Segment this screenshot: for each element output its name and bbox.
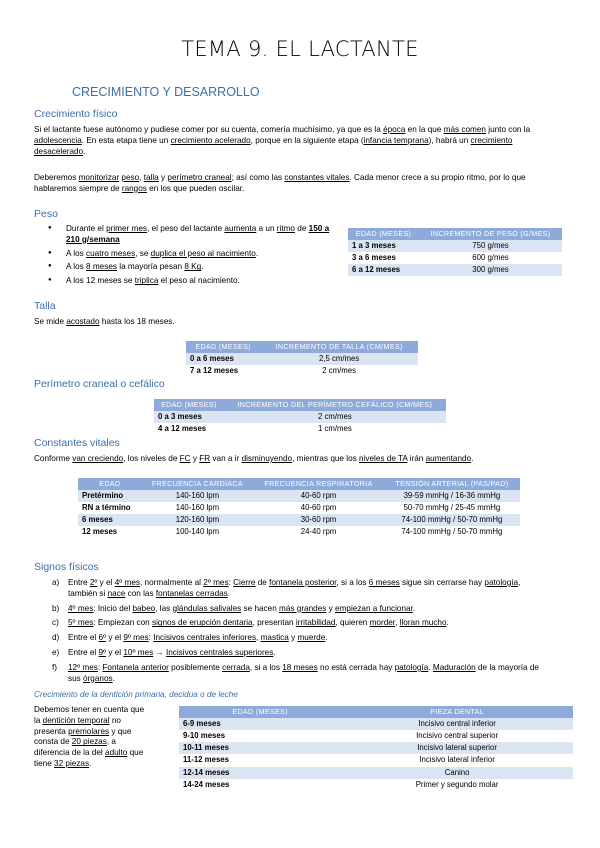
table-row: 9-10 meses Incisivo central superior (183, 730, 499, 740)
table-row: Pretérmino 140-160 lpm 40-60 rpm 39-59 mmHg / 16-36 mmHg (78, 490, 520, 502)
section-heading: CRECIMIENTO Y DESARROLLO (72, 85, 260, 99)
table-header: EDAD (MESES) (179, 706, 341, 718)
table-header: EDAD (MESES) (186, 341, 260, 353)
table-header: EDAD (MESES) (348, 228, 419, 240)
list-item: e) Entre el 9º y el 10º mes → Incisivos centrales superiores. (52, 648, 276, 658)
heading-signos: Signos físicos (34, 561, 99, 573)
table-row: 6 meses 120-160 lpm 30-60 rpm 74-100 mmHg / 50-70 mmHg (78, 514, 520, 526)
paragraph-monitorizar: Deberemos monitorizar peso, talla y perímetro craneal; así como las constantes vitales. Cada menor crece a su propio ritmo, por lo que hablaremos siempre de rangos en los que pueden oscilar. (34, 173, 526, 193)
table-header: INCREMENTO DE TALLA (CM/MES) (260, 341, 418, 353)
peso-list (44, 224, 344, 287)
heading-crecimiento-fisico: Crecimiento físico (34, 108, 118, 120)
table-row: 11-12 meses Incisivo lateral inferior (183, 755, 495, 765)
list-item: ● A los 12 meses se triplica el peso al nacimiento. (44, 276, 344, 287)
table-row: 10-11 meses Incisivo lateral superior (179, 742, 573, 754)
heading-peso: Peso (34, 208, 58, 220)
table-row: 6-9 meses Incisivo central inferior (179, 718, 573, 730)
list-item: c) 5º mes: Empiezan con signos de erupción dentaria, presentan irritabilidad, quieren morder, lloran mucho. (52, 618, 449, 628)
list-item: d) Entre el 6º y el 9º mes: Incisivos centrales inferiores, mastica y muerde. (52, 633, 328, 643)
paragraph-crecimiento: Si el lactante fuese autónomo y pudiese comer por su cuenta, comería muchísimo, ya que es la época en la que más comen junto con la adolescencia. En esta etapa tiene un crecimiento acelerado, porque en la siguiente etapa (infancia temprana), habrá un crecimiento desacelerado. (34, 125, 531, 156)
table-row: 3 a 6 meses 600 g/mes (352, 252, 509, 262)
table-header: INCREMENTO DE PESO (G/MES) (419, 228, 562, 240)
table-row: 4 a 12 meses 1 cm/mes (158, 423, 352, 433)
heading-denticion: Crecimiento de la dentición primaria, decidua o de leche (34, 690, 238, 699)
list-item: ● Durante el primer mes, el peso del lactante aumenta a un ritmo de 150 a 210 g/semana (44, 224, 344, 246)
table-header: PIEZA DENTAL (341, 706, 573, 718)
list-item: f) 12º mes: Fontanela anterior posiblemente cerrada, si a los 18 meses no está cerrada hay patología. Maduración de la mayoría de sus órganos. (52, 662, 539, 683)
perimetro-table (154, 399, 446, 435)
table-header: TENSIÓN ARTERIAL (PAS/PAD) (384, 478, 520, 490)
list-item: ● A los 8 meses la mayoría pesan 8 Kg. (44, 262, 344, 273)
table-header: EDAD (78, 478, 142, 490)
table-header: EDAD (MESES) (154, 399, 224, 411)
table-row: 1 a 3 meses 750 g/mes (348, 240, 562, 252)
denticion-table (179, 706, 573, 791)
heading-perimetro: Perímetro craneal o cefálico (34, 378, 165, 390)
list-item: a) Entre 2º y el 4º mes, normalmente al 2º mes: Cierre de fontanela posterior, si a los 6 meses sigue sin cerrarse hay patología, también si nace con las fontanelas cerradas. (52, 578, 521, 598)
heading-talla: Talla (34, 300, 56, 312)
constantes-table (78, 478, 520, 539)
talla-table (186, 341, 418, 377)
paragraph-constantes: Conforme van creciendo, los niveles de FC y FR van a ir disminuyendo, mientras que los niveles de TA irán aumentando. (34, 454, 474, 463)
table-header: INCREMENTO DEL PERÍMETRO CEFÁLICO (CM/MES) (224, 399, 446, 411)
peso-table (348, 228, 562, 276)
paragraph-talla: Se mide acostado hasta los 18 meses. (34, 317, 175, 326)
table-row: 0 a 3 meses 2 cm/mes (154, 411, 446, 423)
signos-list (48, 578, 548, 685)
page-title: TEMA 9. EL LACTANTE (181, 37, 419, 61)
table-row: 12 meses 100-140 lpm 24-40 rpm 74-100 mmHg / 50-70 mmHg (82, 527, 503, 537)
list-item: ● A los cuatro meses, se duplica el peso al nacimiento. (44, 249, 344, 260)
paragraph-denticion: Debemos tener en cuenta que la dentición temporal no presenta premolares y que consta de 20 piezas, a diferencia de la del adulto que tiene 32 piezas. (34, 705, 145, 769)
table-row: 7 a 12 meses 2 cm/mes (190, 365, 357, 375)
table-header: FRECUENCIA RESPIRATORIA (253, 478, 384, 490)
heading-constantes: Constantes vitales (34, 437, 120, 449)
list-item: b) 4º mes: Inicio del babeo, las glándulas salivales se hacen más grandes y empiezan a funcionar. (52, 603, 416, 613)
table-row: 0 a 6 meses 2,5 cm/mes (186, 353, 418, 365)
table-row: 6 a 12 meses 300 g/mes (348, 264, 562, 276)
table-row: RN a término 140-160 lpm 40-60 rpm 50-70 mmHg / 25-45 mmHg (82, 502, 501, 512)
table-header: FRECUENCIA CARDÍACA (142, 478, 254, 490)
table-row: 12-14 meses Canino (179, 767, 573, 779)
table-row: 14-24 meses Primer y segundo molar (183, 779, 499, 789)
